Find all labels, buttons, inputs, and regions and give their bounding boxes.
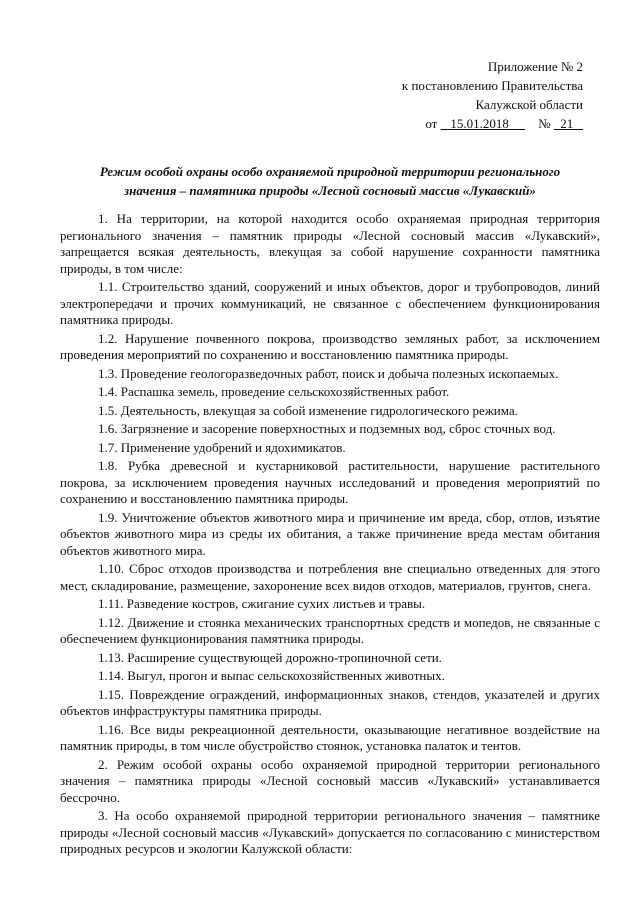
region-name: Калужской области (475, 97, 583, 112)
paragraph: 1.10. Сброс отходов производства и потребления вне специально отведенных для этого мест, складирование, размещение, захоронение всех видов отходов, материалов, грунтов, снега. (60, 561, 600, 593)
paragraph: 1. На территории, на которой находится особо охраняемая природная территория регионального значения – памятник природы «Лесной сосновый массив «Лукавский», запрещается всякая деятельность, влекущая за собой нарушение сохранности памятника природы, в том числе: (60, 211, 600, 276)
date-number-line (402, 114, 583, 133)
paragraph: 1.12. Движение и стоянка механических транспортных средств и мопедов, не связанные с обеспечением функционирования памятника природы. (60, 614, 600, 646)
document-title (70, 162, 590, 200)
paragraph: 1.2. Нарушение почвенного покрова, производство земляных работ, за исключением проведения мероприятий по сохранению и восстановлению памятника природы. (60, 330, 600, 362)
paragraph: 1.6. Загрязнение и засорение поверхностных и подземных вод, сброс сточных вод. (98, 421, 556, 436)
paragraph: 1.8. Рубка древесной и кустарниковой растительности, нарушение растительного покрова, за исключением проведения научных исследований и проведения мероприятий по сохранению и восстановлению памятника природы. (60, 458, 600, 506)
date-prefix: от (425, 116, 438, 131)
appendix-header (402, 57, 583, 133)
paragraph: 1.3. Проведение геологоразведочных работ, поиск и добыча полезных ископаемых. (98, 365, 559, 381)
title-line-2: значения – памятника природы «Лесной сосновый массив «Лукавский» (124, 183, 536, 198)
resolution-number: 21 (560, 116, 574, 131)
paragraph: 1.5. Деятельность, влекущая за собой изменение гидрологического режима. (98, 402, 518, 418)
appendix-label: Приложение № 2 (487, 59, 583, 74)
paragraph: 1.13. Расширение существующей дорожно-тропиночной сети. (98, 649, 442, 665)
resolution-date: 15.01.2018 (450, 116, 509, 131)
paragraph: 2. Режим особой охраны особо охраняемой природной территории регионального значения – памятника природы «Лесной сосновый массив «Лукавский» устанавливается бессрочно. (60, 756, 600, 805)
paragraph: 1.9. Уничтожение объектов животного мира и причинение им вреда, сбор, отлов, изъятие объектов животного мира из среды их обитания, а также причинение вреда местам обитания объектов животного мира. (60, 509, 600, 558)
paragraph: 1.15. Повреждение ограждений, информационных знаков, стендов, указателей и других объектов инфраструктуры памятника природы. (60, 686, 600, 718)
number-label: № (538, 116, 551, 131)
paragraph: 1.11. Разведение костров, сжигание сухих листьев и травы. (98, 596, 426, 611)
paragraph: 1.1. Строительство зданий, сооружений и иных объектов, дорог и трубопроводов, линий электропередачи и прочих коммуникаций, не связанное с обеспечением функционирования памятника природы. (60, 279, 600, 327)
paragraph: 1.16. Все виды рекреационной деятельности, оказывающие негативное воздействие на памятник природы, в том числе обустройство стоянок, установка палаток и тентов. (60, 721, 600, 753)
document-body (60, 211, 600, 858)
paragraph: 1.4. Распашка земель, проведение сельскохозяйственных работ. (98, 384, 450, 399)
paragraph: 1.7. Применение удобрений и ядохимикатов. (98, 439, 346, 455)
title-line-1: Режим особой охраны особо охраняемой природной территории регионального (99, 164, 561, 179)
resolution-reference: к постановлению Правительства (401, 78, 583, 93)
paragraph: 3. На особо охраняемой природной территории регионального значения – памятнике природы «Лесной сосновый массив «Лукавский» допускается по согласованию с министерством природных ресурсов и экологии Калужской области: (60, 808, 600, 856)
paragraph: 1.14. Выгул, прогон и выпас сельскохозяйственных животных. (98, 668, 445, 683)
